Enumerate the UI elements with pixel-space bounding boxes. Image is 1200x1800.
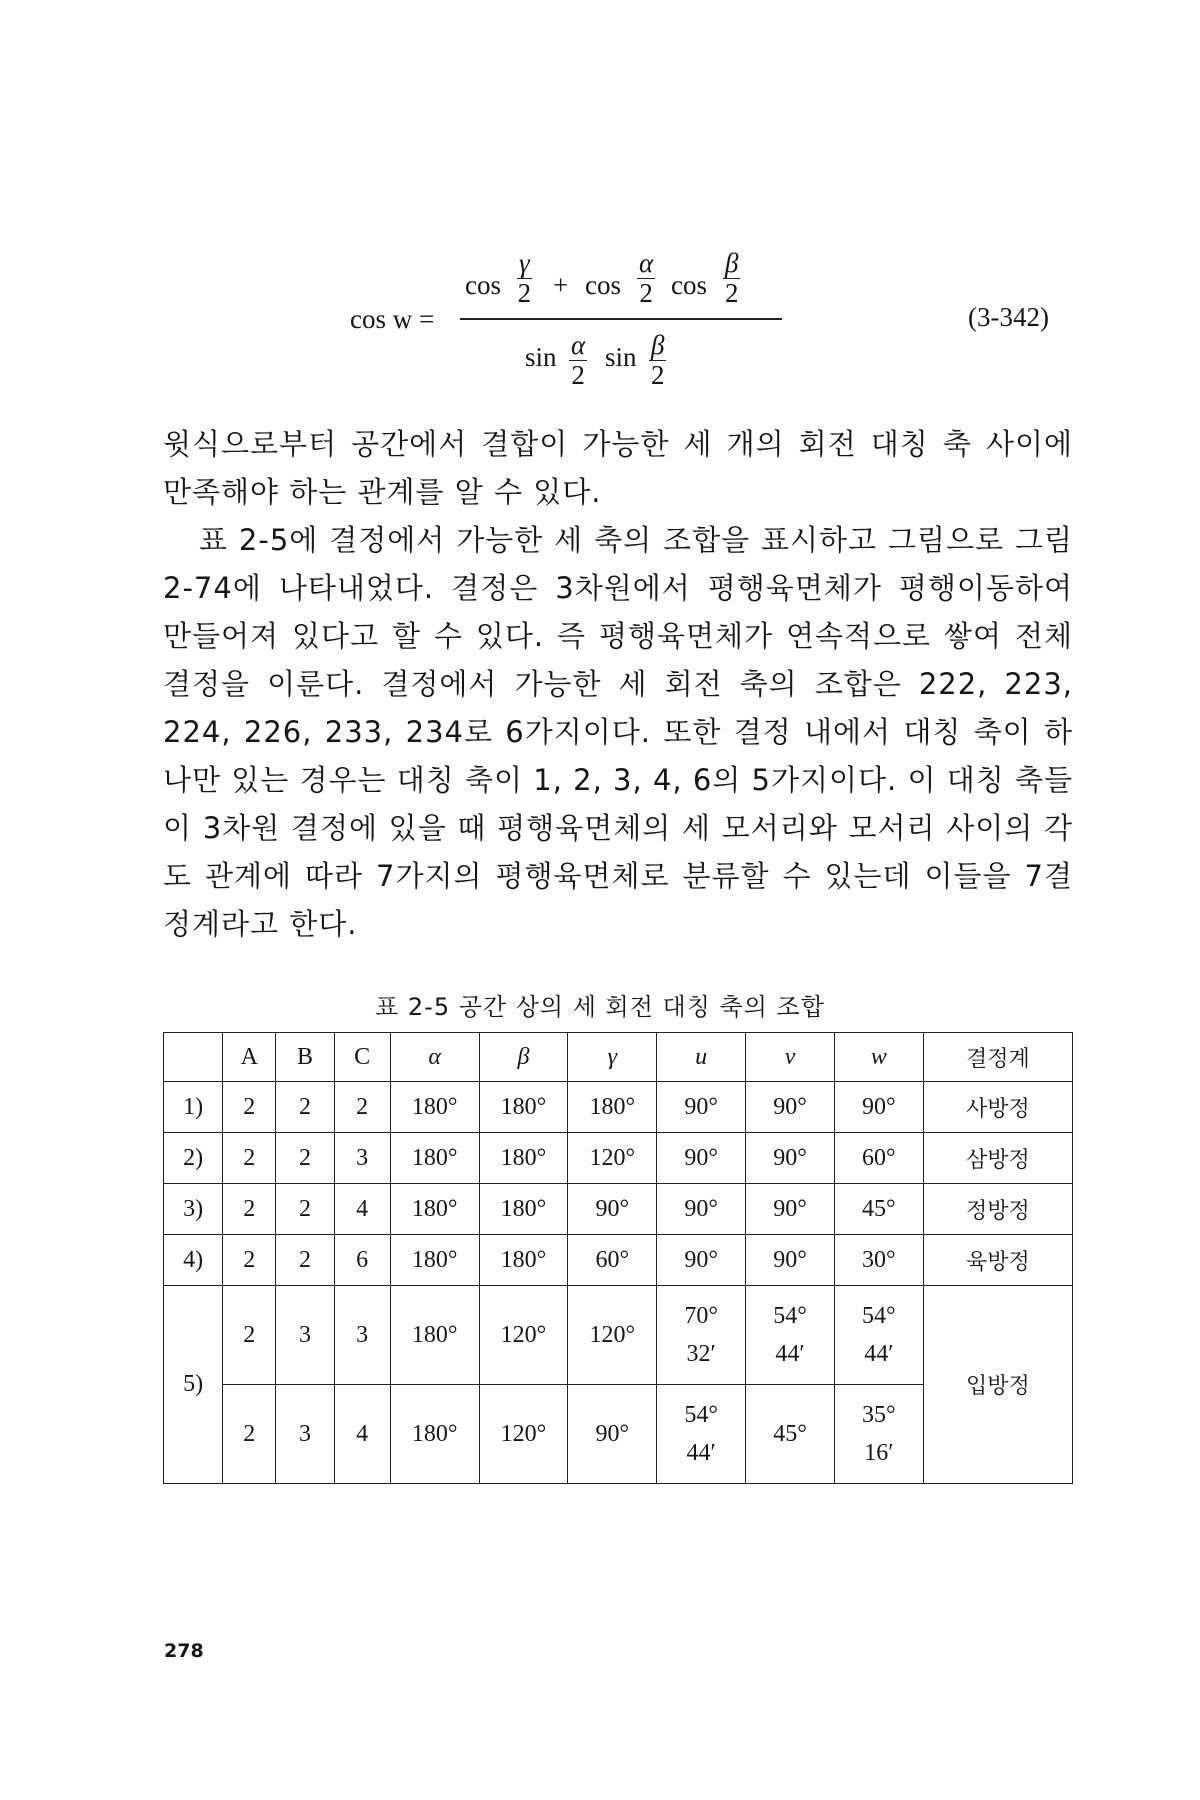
- header-cell: u: [657, 1033, 746, 1082]
- table-row: 5) 2 3 3 180° 120° 120° 70° 32′ 54° 44′ 54° 44′ 입방정: [164, 1286, 1073, 1385]
- header-cell: [164, 1033, 223, 1082]
- header-cell: v: [746, 1033, 835, 1082]
- row-label: 4): [164, 1235, 223, 1286]
- header-cell: C: [334, 1033, 390, 1082]
- header-cell: 결정계: [923, 1033, 1072, 1082]
- header-cell: β: [479, 1033, 568, 1082]
- formula-numerator: cos γ 2 + cos α 2 cos β 2: [465, 248, 739, 308]
- table-header-row: [164, 1033, 1073, 1082]
- table-row: 3) 2 2 4 180° 180° 90° 90° 90° 45° 정방정: [164, 1184, 1073, 1235]
- row-label: 5): [164, 1286, 223, 1484]
- header-cell: B: [276, 1033, 334, 1082]
- paragraph-1: 윗식으로부터 공간에서 결합이 가능한 세 개의 회전 대칭 축 사이에 만족해야 하는 관계를 알 수 있다.: [163, 427, 1073, 509]
- crystal-system: 육방정: [923, 1235, 1072, 1286]
- crystal-system: 정방정: [923, 1184, 1072, 1235]
- table-row: 2 3 4 180° 120° 90° 54° 44′ 45° 35° 16′: [164, 1385, 1073, 1484]
- crystal-system: 삼방정: [923, 1133, 1072, 1184]
- formula-lhs: cos w =: [350, 304, 435, 334]
- row-label: 1): [164, 1082, 223, 1133]
- header-cell: γ: [568, 1033, 657, 1082]
- table-caption: 표 2-5 공간 상의 세 회전 대칭 축의 조합: [375, 993, 825, 1021]
- table-row: 4) 2 2 6 180° 180° 60° 90° 90° 30° 육방정: [164, 1235, 1073, 1286]
- crystal-system: 사방정: [923, 1082, 1072, 1133]
- row-label: 2): [164, 1133, 223, 1184]
- header-cell: A: [223, 1033, 276, 1082]
- fraction-bar: [460, 318, 782, 320]
- rotation-axis-table: [163, 1032, 1073, 1484]
- row-label: 3): [164, 1184, 223, 1235]
- formula-denominator: sin α 2 sin β 2: [525, 330, 665, 390]
- equation-number: (3-342): [968, 302, 1049, 332]
- paragraph-2: 표 2-5에 결정에서 가능한 세 축의 조합을 표시하고 그림으로 그림 2-74에 나타내었다. 결정은 3차원에서 평행육면체가 평행이동하여 만들어져 있다고 할 수 있다. 즉 평행육면체가 연속적으로 쌓여 전체 결정을 이룬다. 결정에서 가능한 세 회전 축의 조합은 222, 223, 224, 226, 233, 234로 6가지이다. 또한 결정 내에서 대칭 축이 하나만 있는 경우는 대칭 축이 1, 2, 3, 4, 6의 5가지이다. 이 대칭 축들이 3차원 결정에 있을 때 평행육면체의 세 모서리와 모서리 사이의 각도 관계에 따라 7가지의 평행육면체로 분류할 수 있는데 이들을 7결정계라고 한다.: [163, 523, 1073, 941]
- table-row: 2) 2 2 3 180° 180° 120° 90° 90° 60° 삼방정: [164, 1133, 1073, 1184]
- header-cell: α: [390, 1033, 479, 1082]
- table-row: 1) 2 2 2 180° 180° 180° 90° 90° 90° 사방정: [164, 1082, 1073, 1133]
- page-number: 278: [164, 1640, 204, 1662]
- header-cell: w: [834, 1033, 923, 1082]
- crystal-system: 입방정: [923, 1286, 1072, 1484]
